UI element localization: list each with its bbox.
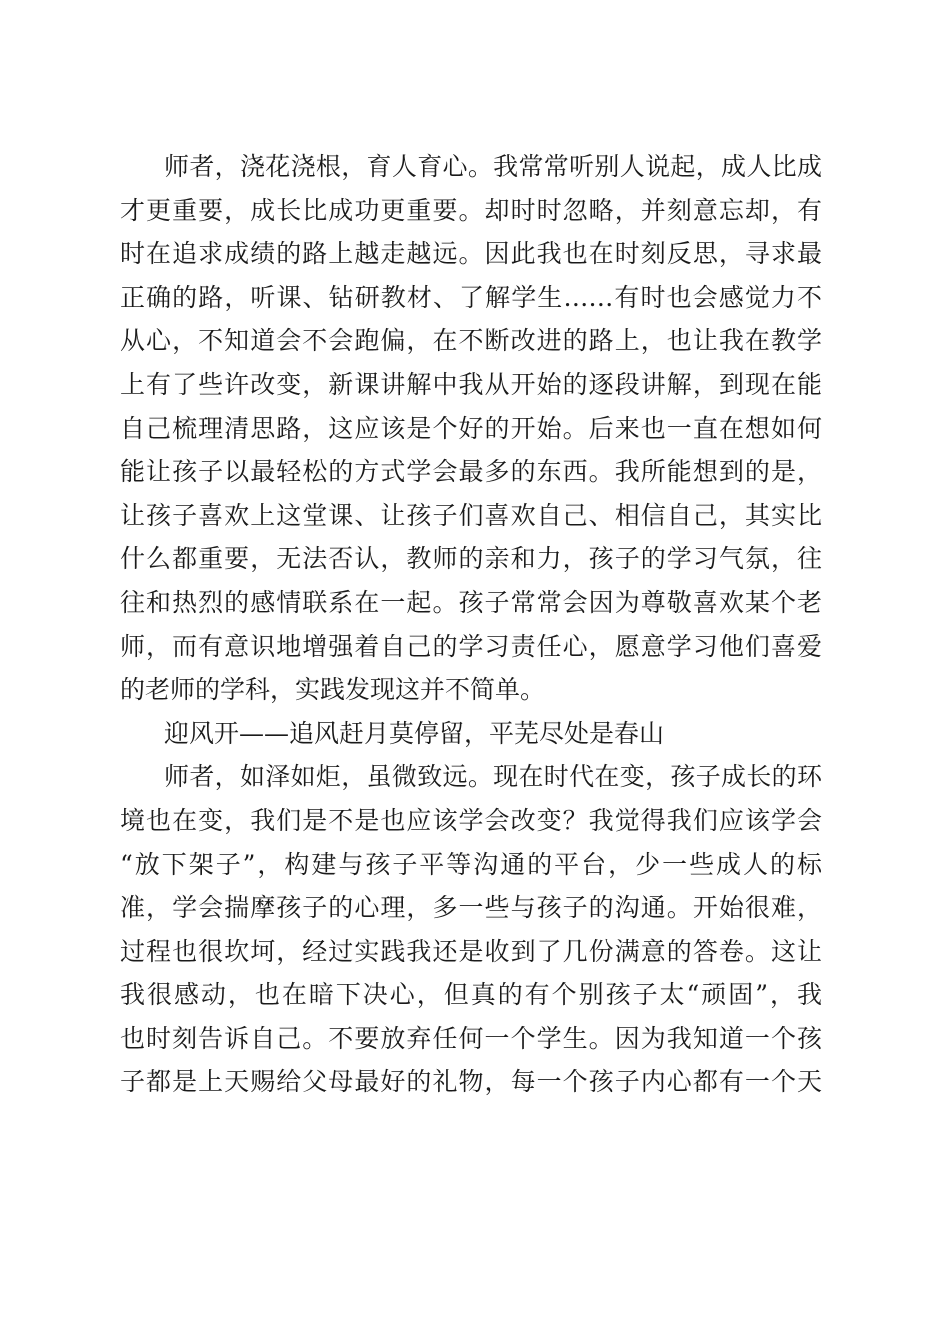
- text-line: 过程也很坎坷，经过实践我还是收到了几份满意的答卷。这让: [120, 936, 822, 966]
- text-line: 的老师的学科，实践发现这并不简单。: [120, 675, 546, 705]
- paragraph-1: [120, 145, 822, 712]
- paragraph-2: [120, 755, 822, 1104]
- section-heading: 迎风开——追风赶月莫停留，平芜尽处是春山: [164, 718, 665, 748]
- text-line: 往和热烈的感情联系在一起。孩子常常会因为尊敬喜欢某个老: [120, 587, 822, 617]
- text-line: 准，学会揣摩孩子的心理，多一些与孩子的沟通。开始很难，: [120, 893, 822, 923]
- text-line: 从心，不知道会不会跑偏，在不断改进的路上，也让我在教学: [120, 326, 822, 356]
- text-line: 能让孩子以最轻松的方式学会最多的东西。我所能想到的是，: [120, 457, 822, 487]
- text-line: “放下架子”，构建与孩子平等沟通的平台，少一些成人的标: [120, 849, 822, 879]
- text-line: 时在追求成绩的路上越走越远。因此我也在时刻反思，寻求最: [120, 239, 822, 269]
- text-line: 也时刻告诉自己。不要放弃任何一个学生。因为我知道一个孩: [120, 1023, 822, 1053]
- text-line: 自己梳理清思路，这应该是个好的开始。后来也一直在想如何: [120, 413, 822, 443]
- text-line: 境也在变，我们是不是也应该学会改变？我觉得我们应该学会: [120, 805, 822, 835]
- text-line: 子都是上天赐给父母最好的礼物，每一个孩子内心都有一个天: [120, 1067, 822, 1097]
- text-line: 师者，如泽如炬，虽微致远。现在时代在变，孩子成长的环: [164, 762, 822, 792]
- text-line: 让孩子喜欢上这堂课、让孩子们喜欢自己、相信自己，其实比: [120, 500, 822, 530]
- text-line: 我很感动，也在暗下决心，但真的有个别孩子太“顽固”，我: [120, 980, 822, 1010]
- text-line: 什么都重要，无法否认，教师的亲和力，孩子的学习气氛，往: [120, 544, 822, 574]
- document-body: [120, 145, 822, 1104]
- text-line: 才更重要，成长比成功更重要。却时时忽略，并刻意忘却，有: [120, 195, 822, 225]
- text-line: 师，而有意识地增强着自己的学习责任心，愿意学习他们喜爱: [120, 631, 822, 661]
- text-line: 正确的路，听课、钻研教材、了解学生……有时也会感觉力不: [120, 282, 822, 312]
- text-line: 师者，浇花浇根，育人育心。我常常听别人说起，成人比成: [164, 152, 822, 181]
- text-line: 上有了些许改变，新课讲解中我从开始的逐段讲解，到现在能: [120, 369, 822, 399]
